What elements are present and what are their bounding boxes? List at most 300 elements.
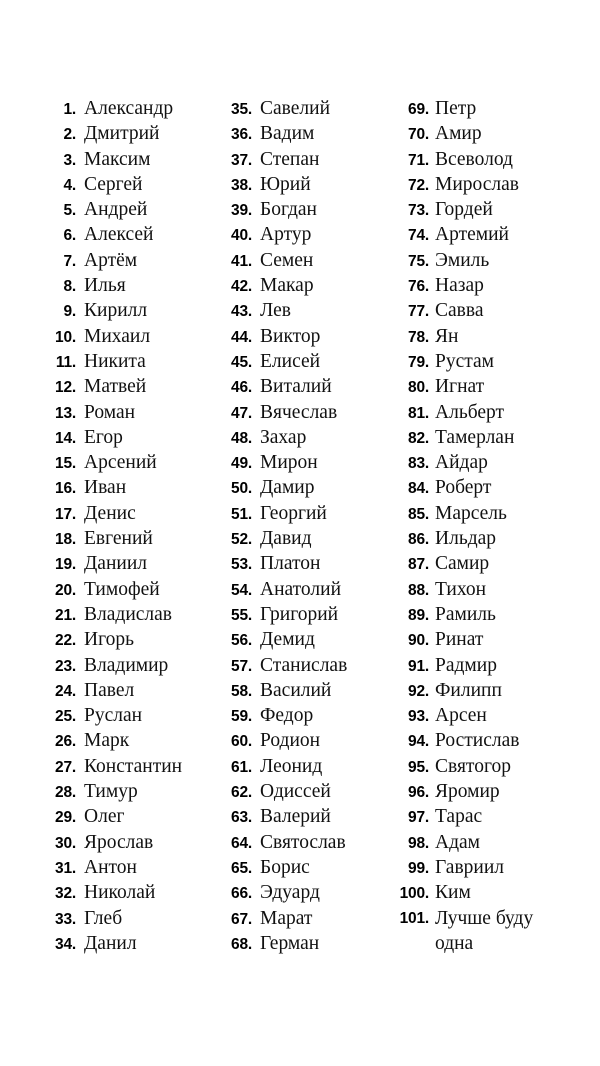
list-item (218, 931, 386, 956)
list-item-name: Артур (260, 224, 312, 246)
list-item-number: 71. (408, 151, 429, 169)
list-item-number: 80. (408, 379, 429, 397)
list-item (44, 349, 216, 374)
list-item-name: Матвей (84, 376, 147, 398)
list-item-name: Виктор (260, 325, 321, 347)
list-item-number: 90. (408, 632, 429, 650)
list-item (218, 298, 386, 323)
list-item-number: 9. (63, 303, 76, 321)
list-item-number: 52. (231, 531, 252, 549)
list-item-name: Рустам (435, 350, 495, 372)
list-item (44, 400, 216, 425)
list-item (218, 324, 386, 349)
list-item-number: 84. (408, 480, 429, 498)
list-item-name: Роберт (435, 477, 492, 499)
list-item-number: 18. (55, 531, 76, 549)
list-item-number: 29. (55, 809, 76, 827)
list-item-number: 88. (408, 581, 429, 599)
list-item-number: 19. (55, 556, 76, 574)
list-item-number: 15. (55, 455, 76, 473)
name-list-column-2 (216, 96, 386, 956)
list-item-name: Тамерлан (435, 426, 515, 448)
list-item (386, 804, 576, 829)
list-item-name: Владимир (84, 654, 169, 676)
list-item-number: 98. (408, 834, 429, 852)
list-item-name: Роман (84, 401, 136, 423)
list-item-number: 48. (231, 429, 252, 447)
list-item-name: Евгений (84, 528, 153, 550)
list-item (218, 501, 386, 526)
list-item-number: 73. (408, 202, 429, 220)
list-item-number: 5. (63, 202, 76, 220)
list-item (44, 248, 216, 273)
list-item (386, 374, 576, 399)
list-item-name: Артемий (435, 224, 509, 246)
list-item-name: Тимофей (84, 578, 160, 600)
list-item-name: Всеволод (435, 148, 513, 170)
list-item (218, 754, 386, 779)
list-item-name: Константин (84, 755, 183, 777)
list-item-name: Альберт (435, 401, 505, 423)
list-item-number: 30. (55, 834, 76, 852)
list-item-number: 70. (408, 126, 429, 144)
list-item-number: 95. (408, 758, 429, 776)
list-item-name: Мирослав (435, 173, 520, 195)
list-item (386, 703, 576, 728)
list-item-name: Платон (260, 553, 321, 575)
list-item (218, 602, 386, 627)
list-item-number: 28. (55, 784, 76, 802)
list-item (44, 425, 216, 450)
list-item-number: 3. (63, 151, 76, 169)
list-item (386, 830, 576, 855)
list-item-name: Руслан (84, 705, 143, 727)
list-item-number: 93. (408, 708, 429, 726)
list-item-number: 32. (55, 885, 76, 903)
list-item-number: 69. (408, 101, 429, 118)
list-item (218, 804, 386, 829)
list-item (386, 880, 576, 905)
list-item-name: Ярослав (84, 831, 154, 853)
list-item (386, 197, 576, 222)
list-item (218, 425, 386, 450)
list-item-name: Амир (435, 123, 482, 145)
list-item-name: Вадим (260, 123, 315, 145)
list-item-name: Одиссей (260, 781, 331, 803)
list-item (218, 678, 386, 703)
list-item-number: 86. (408, 531, 429, 549)
list-item (218, 197, 386, 222)
list-item (44, 551, 216, 576)
list-item-number: 43. (231, 303, 252, 321)
list-item (44, 804, 216, 829)
list-item (386, 653, 576, 678)
list-item-number: 67. (231, 910, 252, 928)
list-item-name: Назар (435, 275, 484, 297)
list-item-name: Мирон (260, 452, 318, 474)
list-item-name: Святослав (260, 831, 346, 853)
list-item (44, 172, 216, 197)
list-item-number: 6. (63, 227, 76, 245)
list-item-number: 58. (231, 682, 252, 700)
list-item-name: Борис (260, 856, 310, 878)
list-item (44, 501, 216, 526)
list-item-name: Григорий (260, 603, 339, 625)
list-item-number: 11. (55, 353, 76, 371)
list-item-name: Марсель (435, 502, 507, 524)
name-list-column-3 (386, 96, 576, 956)
list-item (44, 728, 216, 753)
list-item (44, 653, 216, 678)
list-item (386, 678, 576, 703)
list-item-number: 8. (63, 278, 76, 296)
list-item-name: Радмир (435, 654, 497, 676)
list-item (44, 678, 216, 703)
list-item (218, 121, 386, 146)
list-item-name: Михаил (84, 325, 151, 347)
list-item-number: 99. (408, 859, 429, 877)
list-item (44, 96, 216, 121)
list-item-number: 45. (231, 353, 252, 371)
list-item-name: Глеб (84, 907, 123, 929)
list-item-number: 13. (55, 404, 76, 422)
list-item-number: 31. (55, 859, 76, 877)
list-item-name: Эдуард (260, 882, 320, 904)
list-item-number: 65. (231, 859, 252, 877)
list-item-name: Степан (260, 148, 320, 170)
list-item-name: Елисей (260, 350, 321, 372)
list-item (386, 728, 576, 753)
list-item (386, 526, 576, 551)
list-item (44, 121, 216, 146)
list-item-name: Лучше буду одна (435, 907, 534, 954)
list-item (44, 298, 216, 323)
list-item (218, 222, 386, 247)
list-item (218, 627, 386, 652)
list-item-name: Адам (435, 831, 480, 853)
list-item-number: 16. (55, 480, 76, 498)
list-item-number: 26. (55, 733, 76, 751)
list-item-name: Андрей (84, 199, 148, 221)
list-item (218, 880, 386, 905)
list-item-number: 46. (231, 379, 252, 397)
list-item (218, 728, 386, 753)
list-item-number: 7. (63, 252, 76, 270)
name-list-column-1 (0, 96, 216, 956)
list-item-name: Вячеслав (260, 401, 338, 423)
list-item (218, 855, 386, 880)
list-item-name: Данил (84, 932, 137, 954)
list-item-number: 55. (231, 606, 252, 624)
list-item-number: 85. (408, 505, 429, 523)
list-item-number: 40. (231, 227, 252, 245)
list-item-name: Макар (260, 275, 314, 297)
list-item-number: 54. (231, 581, 252, 599)
list-item-name: Ринат (435, 629, 484, 651)
list-item-name: Даниил (84, 553, 147, 575)
list-item (44, 273, 216, 298)
list-item (218, 248, 386, 273)
list-item (218, 779, 386, 804)
list-item-name: Марат (260, 907, 313, 929)
list-item-name: Анатолий (260, 578, 342, 600)
list-item (44, 830, 216, 855)
list-item-name: Тарас (435, 806, 483, 828)
list-item-number: 91. (408, 657, 429, 675)
list-item-name: Рамиль (435, 603, 496, 625)
list-item-name: Петр (435, 98, 477, 119)
list-item (44, 147, 216, 172)
list-item (386, 222, 576, 247)
list-item-name: Денис (84, 502, 136, 524)
list-item-name: Арсений (84, 452, 157, 474)
list-item (386, 855, 576, 880)
list-item-number: 21. (55, 606, 76, 624)
list-item (386, 172, 576, 197)
list-item (44, 475, 216, 500)
list-item-number: 66. (231, 885, 252, 903)
list-item-name: Марк (84, 730, 130, 752)
list-item (218, 475, 386, 500)
list-item (218, 703, 386, 728)
list-item-name: Ким (435, 882, 471, 904)
list-item-number: 41. (231, 252, 252, 270)
list-item (386, 779, 576, 804)
list-item (44, 374, 216, 399)
list-item-number: 96. (408, 784, 429, 802)
list-item-number: 79. (408, 353, 429, 371)
list-item-number: 59. (231, 708, 252, 726)
list-item-number: 10. (55, 328, 76, 346)
list-item-number: 78. (408, 328, 429, 346)
list-item-number: 17. (55, 505, 76, 523)
list-item (218, 830, 386, 855)
list-item-number: 35. (231, 101, 252, 118)
list-item (386, 298, 576, 323)
list-item-name: Илья (84, 275, 126, 297)
list-item (386, 248, 576, 273)
list-item-number: 4. (63, 176, 76, 194)
list-item (386, 147, 576, 172)
list-item (218, 374, 386, 399)
list-item-name: Ян (435, 325, 459, 347)
list-item (218, 349, 386, 374)
list-item (44, 450, 216, 475)
list-item (44, 855, 216, 880)
list-item-number: 89. (408, 606, 429, 624)
list-item (44, 779, 216, 804)
list-item-name: Давид (260, 528, 312, 550)
list-item (218, 906, 386, 931)
list-item (44, 906, 216, 931)
list-item-number: 56. (231, 632, 252, 650)
list-item-number: 37. (231, 151, 252, 169)
list-item (44, 931, 216, 956)
list-item-number: 82. (408, 429, 429, 447)
list-item (386, 475, 576, 500)
list-item-name: Савва (435, 300, 484, 322)
list-item-number: 22. (55, 632, 76, 650)
list-item-name: Николай (84, 882, 156, 904)
list-item-name: Олег (84, 806, 125, 828)
list-item-name: Самир (435, 553, 490, 575)
list-item-name: Богдан (260, 199, 317, 221)
list-item-number: 64. (231, 834, 252, 852)
list-item (386, 349, 576, 374)
list-item (218, 147, 386, 172)
list-item-name: Гавриил (435, 856, 505, 878)
list-item-number: 42. (231, 278, 252, 296)
list-item (44, 627, 216, 652)
list-item-number: 61. (231, 758, 252, 776)
list-item-number: 63. (231, 809, 252, 827)
list-item-number: 27. (55, 758, 76, 776)
list-item-number: 74. (408, 227, 429, 245)
list-item-name: Тихон (435, 578, 487, 600)
list-item-name: Дмитрий (84, 123, 160, 145)
list-item (44, 526, 216, 551)
list-item-number: 81. (408, 404, 429, 422)
list-item-name: Кирилл (84, 300, 148, 322)
list-item-name: Алексей (84, 224, 154, 246)
list-item-name: Айдар (435, 452, 488, 474)
list-item (218, 551, 386, 576)
list-item-number: 51. (231, 505, 252, 523)
list-item-name: Юрий (260, 173, 311, 195)
list-item (218, 273, 386, 298)
list-item-name: Владислав (84, 603, 172, 625)
list-item-number: 25. (55, 708, 76, 726)
list-item-name: Александр (84, 98, 174, 119)
list-item (218, 96, 386, 121)
list-item (44, 577, 216, 602)
list-item-name: Арсен (435, 705, 487, 727)
list-item-number: 72. (408, 176, 429, 194)
list-item-name: Валерий (260, 806, 331, 828)
list-item-name: Георгий (260, 502, 327, 524)
list-item-number: 38. (231, 176, 252, 194)
list-item-name: Савелий (260, 98, 331, 119)
list-item-number: 97. (408, 809, 429, 827)
list-item-number: 101. (399, 909, 429, 927)
list-item-name: Захар (260, 426, 307, 448)
list-item (44, 703, 216, 728)
list-item-number: 60. (231, 733, 252, 751)
list-item-number: 49. (231, 455, 252, 473)
list-item (44, 197, 216, 222)
list-item-name: Игнат (435, 376, 485, 398)
list-item (44, 324, 216, 349)
list-item-number: 36. (231, 126, 252, 144)
list-item (218, 400, 386, 425)
list-item-number: 75. (408, 252, 429, 270)
list-item-name: Никита (84, 350, 146, 372)
list-item (386, 121, 576, 146)
name-list-columns (0, 96, 600, 956)
list-item (386, 273, 576, 298)
list-item-number: 53. (231, 556, 252, 574)
list-item-name: Виталий (260, 376, 332, 398)
list-item-name: Лев (260, 300, 291, 322)
list-item-number: 100. (399, 885, 429, 903)
list-item-number: 14. (55, 429, 76, 447)
list-item (218, 653, 386, 678)
list-item-number: 33. (55, 910, 76, 928)
list-item (386, 602, 576, 627)
list-item-name: Иван (84, 477, 127, 499)
list-item-number: 94. (408, 733, 429, 751)
list-item-name: Федор (260, 705, 314, 727)
list-item-number: 12. (55, 379, 76, 397)
list-item-number: 87. (408, 556, 429, 574)
list-item-name: Святогор (435, 755, 511, 777)
list-item (218, 577, 386, 602)
list-item-number: 50. (231, 480, 252, 498)
list-item-number: 24. (55, 682, 76, 700)
list-item-number: 20. (55, 581, 76, 599)
list-item-name: Родион (260, 730, 321, 752)
list-item (386, 501, 576, 526)
list-item-name: Артём (84, 249, 138, 271)
list-item (386, 425, 576, 450)
list-item (44, 880, 216, 905)
list-item (44, 602, 216, 627)
list-item-number: 62. (231, 784, 252, 802)
list-item-number: 1. (63, 101, 76, 118)
list-item (218, 526, 386, 551)
list-item-name: Яромир (435, 781, 500, 803)
list-item-number: 23. (55, 657, 76, 675)
list-item-name: Максим (84, 148, 151, 170)
list-item-number: 39. (231, 202, 252, 220)
list-item-name: Герман (260, 932, 320, 954)
list-item (386, 324, 576, 349)
list-item-name: Леонид (260, 755, 323, 777)
list-item (386, 400, 576, 425)
list-item (386, 450, 576, 475)
list-item-name: Тимур (84, 781, 138, 803)
list-item-name: Гордей (435, 199, 493, 221)
list-item (386, 906, 576, 957)
list-item-number: 2. (63, 126, 76, 144)
list-item (386, 96, 576, 121)
list-item-name: Семен (260, 249, 314, 271)
list-item-name: Ростислав (435, 730, 520, 752)
list-item-name: Демид (260, 629, 315, 651)
list-item-number: 77. (408, 303, 429, 321)
list-item-name: Сергей (84, 173, 143, 195)
list-item-name: Павел (84, 679, 135, 701)
list-item-number: 44. (231, 328, 252, 346)
list-item-name: Дамир (260, 477, 315, 499)
list-item (386, 577, 576, 602)
list-item (386, 754, 576, 779)
list-item-name: Василий (260, 679, 332, 701)
list-item (44, 754, 216, 779)
list-item-number: 92. (408, 682, 429, 700)
list-item-name: Ильдар (435, 528, 497, 550)
list-item-number: 34. (55, 935, 76, 953)
list-item-name: Филипп (435, 679, 502, 701)
list-item-name: Егор (84, 426, 123, 448)
list-item-name: Эмиль (435, 249, 490, 271)
list-item-number: 76. (408, 278, 429, 296)
list-item-name: Станислав (260, 654, 348, 676)
list-item-number: 57. (231, 657, 252, 675)
list-item-name: Антон (84, 856, 137, 878)
list-item (44, 222, 216, 247)
list-item (218, 172, 386, 197)
